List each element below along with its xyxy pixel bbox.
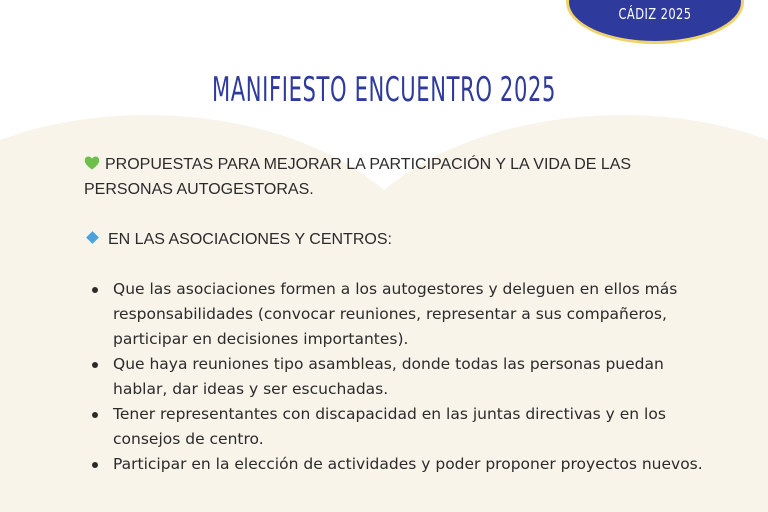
list-item xyxy=(113,277,704,352)
intro-text-line2: PERSONAS AUTOGESTORAS. xyxy=(84,181,314,198)
list-item-text: Que las asociaciones formen a los autogestores y deleguen en ellos más responsabilidades (convocar reuniones, representar a sus compañeros, participar en decisiones importantes). xyxy=(113,280,678,348)
page-title: MANIFIESTO ENCUENTRO 2025 xyxy=(211,70,557,110)
proposal-list xyxy=(84,277,704,477)
intro-paragraph xyxy=(84,152,704,202)
bullet-icon xyxy=(92,462,98,468)
badge-text: CÁDIZ 2025 xyxy=(618,5,692,23)
manifesto-content xyxy=(84,152,704,477)
list-item xyxy=(113,452,704,477)
bullet-icon xyxy=(92,412,98,418)
section-heading-text: EN LAS ASOCIACIONES Y CENTROS: xyxy=(108,231,392,248)
section-heading xyxy=(84,227,704,252)
list-item-text: Participar en la elección de actividades y poder proponer proyectos nuevos. xyxy=(113,455,703,473)
bullet-icon xyxy=(92,287,98,293)
intro-text-line1: PROPUESTAS PARA MEJORAR LA PARTICIPACIÓN Y LA VIDA DE LAS xyxy=(105,156,632,173)
blue-diamond-icon xyxy=(86,231,99,244)
list-item-text: Tener representantes con discapacidad en las juntas directivas y en los consejos de centro. xyxy=(113,405,666,448)
list-item-text: Que haya reuniones tipo asambleas, donde todas las personas puedan hablar, dar ideas y ser escuchadas. xyxy=(113,355,664,398)
bullet-icon xyxy=(92,362,98,368)
list-item xyxy=(113,352,704,402)
green-heart-icon xyxy=(84,155,100,171)
list-item xyxy=(113,402,704,452)
